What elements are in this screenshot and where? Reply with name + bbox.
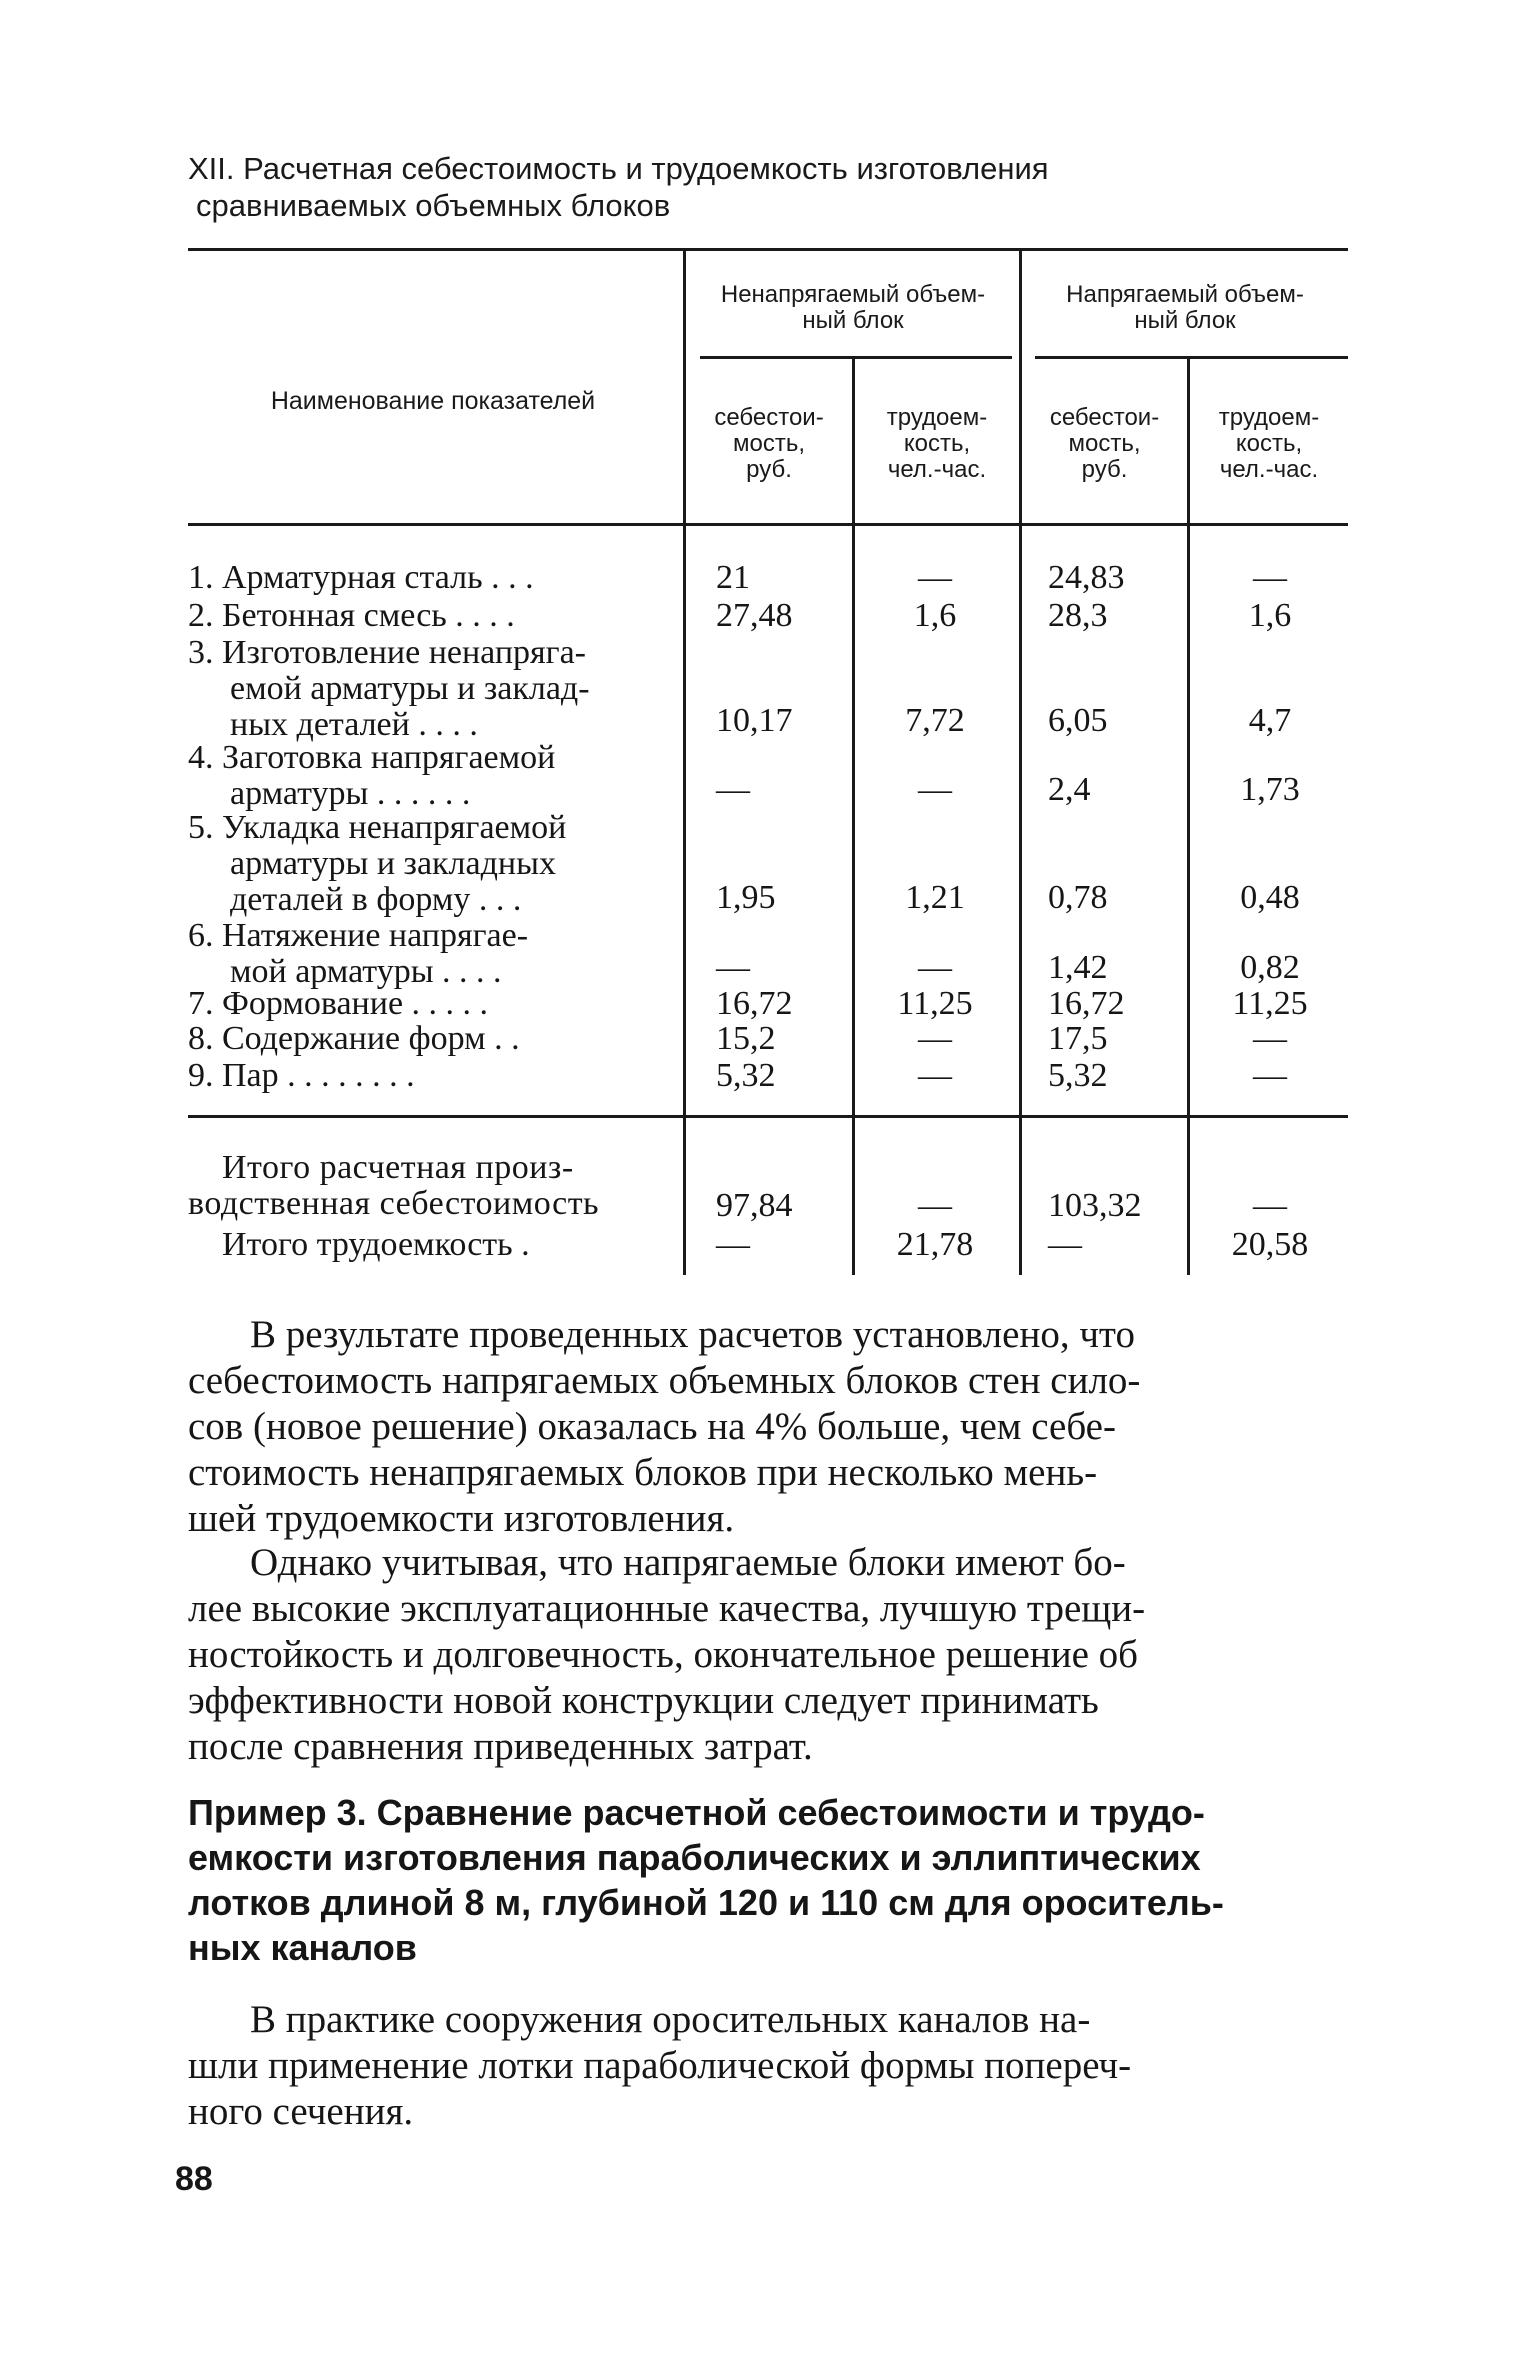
cost-header	[1022, 405, 1187, 483]
caption-line: сравниваемых объемных блоков	[196, 188, 671, 223]
text-line: сов (новое решение) оказалась на 4% больше, чем себе-	[188, 1405, 1116, 1448]
text-line: шли применение лотки параболической формы попереч-	[188, 2044, 1132, 2087]
table-cell: 24,83	[1048, 559, 1125, 596]
row-label-line: 3. Изготовление ненапряга-	[188, 634, 587, 671]
table-cell: 0,82	[1240, 949, 1300, 986]
heading-line: Пример 3. Сравнение расчетной себестоимости и трудо-	[188, 1792, 1205, 1833]
table-cell: 0,48	[1240, 879, 1300, 916]
table-cell: 1,95	[716, 879, 776, 916]
table-cell: 103,32	[1048, 1187, 1142, 1224]
table-cell: 27,48	[716, 597, 793, 634]
text-line: себестоимость напрягаемых объемных блоков стен сило-	[188, 1359, 1141, 1402]
totals-cost-label	[188, 1150, 663, 1222]
row-label-line: 4. Заготовка напрягаемой	[188, 739, 556, 776]
table-cell: 17,5	[1048, 1020, 1108, 1057]
heading-line: лотков длиной 8 м, глубиной 120 и 110 см для ороситель-	[188, 1882, 1224, 1923]
table-cell: 15,2	[716, 1020, 776, 1057]
table-row-label	[188, 918, 663, 990]
header-text: трудоем-	[886, 404, 988, 431]
table-cell: 1,42	[1048, 949, 1108, 986]
header-text: мость,	[1068, 430, 1141, 457]
table-row-label	[188, 598, 663, 634]
header-text: себестои-	[714, 404, 824, 431]
table-cell: —	[918, 949, 952, 986]
table-cell: 21	[716, 559, 750, 596]
table-row-label	[188, 740, 663, 812]
text-line: шей трудоемкости изготовления.	[188, 1497, 735, 1540]
heading-line: ных каналов	[188, 1927, 417, 1968]
header-text: себестои-	[1049, 404, 1160, 431]
group-rule	[700, 356, 1012, 359]
group-header-prestressed	[1022, 282, 1348, 334]
table-cell: 2,4	[1048, 771, 1091, 808]
table-cell: —	[1253, 1020, 1287, 1057]
table-cell: 1,21	[905, 879, 965, 916]
header-text: чел.-час.	[1219, 456, 1319, 483]
table-row-label	[188, 810, 663, 918]
row-label-line: 8. Содержание форм . .	[188, 1020, 520, 1057]
table-cell: 5,32	[716, 1057, 776, 1094]
table-row-label	[188, 1058, 663, 1094]
header-text: руб.	[1081, 456, 1128, 483]
table-cell: 97,84	[716, 1187, 793, 1224]
text-line: стоимость ненапрягаемых блоков при несколько мень-	[188, 1451, 1098, 1494]
column-rule	[1187, 358, 1190, 1275]
paragraph	[188, 1540, 1348, 1770]
row-label-line: Итого трудоемкость .	[222, 1226, 530, 1263]
heading-line: емкости изготовления параболических и эллиптических	[188, 1837, 1201, 1878]
totals-labor-label	[188, 1227, 663, 1263]
row-label-line: 9. Пар . . . . . . . .	[188, 1057, 415, 1094]
table-cell: 6,05	[1048, 702, 1108, 739]
text-line: В результате проведенных расчетов установлено, что	[250, 1313, 1135, 1356]
row-label-line: мой арматуры . . . .	[230, 953, 502, 990]
text-line: Однако учитывая, что напрягаемые блоки имеют бо-	[250, 1541, 1126, 1584]
row-label-line: арматуры и закладных	[230, 845, 556, 882]
row-label-line: ных деталей . . . .	[230, 706, 478, 743]
table-cell: 11,25	[897, 985, 973, 1022]
paragraph	[188, 1312, 1348, 1542]
column-rule	[1019, 250, 1022, 1275]
table-cell: —	[918, 1187, 952, 1224]
row-label-line: 7. Формование . . . . .	[188, 985, 489, 1022]
table-row-label	[188, 1021, 663, 1057]
table-cell: 28,3	[1048, 597, 1108, 634]
column-rule	[683, 250, 686, 1275]
table-cell: —	[918, 1057, 952, 1094]
table-cell: 1,6	[1248, 597, 1292, 634]
header-text: кость,	[903, 430, 971, 457]
table-cell: —	[1253, 1187, 1287, 1224]
table-cell: —	[1048, 1226, 1082, 1263]
row-label-line: деталей в форму . . .	[230, 881, 522, 918]
page-number: 88	[175, 2160, 213, 2198]
table-cell: 5,32	[1048, 1057, 1108, 1094]
table-row-label	[188, 560, 663, 596]
table-cell: 11,25	[1232, 985, 1308, 1022]
text-line: эффективности новой конструкции следует принимать	[188, 1679, 1099, 1722]
table-row-label	[188, 635, 663, 743]
table-cell: 4,7	[1248, 702, 1292, 739]
header-text: руб.	[746, 456, 792, 483]
header-text: Наименование показателей	[270, 387, 596, 415]
caption-line: XII. Расчетная себестоимость и трудоемкость изготовления	[188, 151, 1049, 186]
table-cell: —	[918, 771, 952, 808]
text-line: после сравнения приведенных затрат.	[188, 1725, 813, 1768]
row-label-line: Итого расчетная произ-	[222, 1149, 574, 1186]
table-row-label	[188, 986, 663, 1022]
row-label-line: 1. Арматурная сталь . . .	[188, 559, 534, 596]
table-cell: 7,72	[905, 702, 965, 739]
table-cell: 0,78	[1048, 879, 1108, 916]
row-label-line: 5. Укладка ненапрягаемой	[188, 809, 567, 846]
table-cell: 1,73	[1240, 771, 1300, 808]
row-label-line: водственная себестоимость	[188, 1185, 600, 1222]
row-label-line: 2. Бетонная смесь . . . .	[188, 597, 515, 634]
table-cell: 20,58	[1231, 1226, 1309, 1263]
header-text: Напрягаемый объем-	[1066, 281, 1304, 308]
table-cell: —	[1253, 559, 1287, 596]
table-cell: 1,6	[913, 597, 957, 634]
text-line: ностойкость и долговечность, окончательное решение об	[188, 1633, 1138, 1676]
table-cell: —	[1253, 1057, 1287, 1094]
labor-header	[1190, 405, 1348, 483]
table-cell: 16,72	[1048, 985, 1125, 1022]
section-heading	[188, 1790, 1348, 1970]
header-text: кость,	[1235, 430, 1303, 457]
table-cell: —	[716, 949, 750, 986]
row-label-line: емой арматуры и заклад-	[230, 670, 590, 707]
cost-header	[686, 405, 852, 483]
table-cell: —	[716, 771, 750, 808]
header-bottom-rule	[188, 523, 1348, 526]
row-label-line: 6. Натяжение напрягае-	[188, 917, 529, 954]
header-text: чел.-час.	[887, 456, 987, 483]
text-line: лее высокие эксплуатационные качества, лучшую трещи-	[188, 1587, 1146, 1630]
header-text: ный блок	[1134, 307, 1236, 334]
header-text: ный блок	[802, 307, 904, 334]
table-cell: 10,17	[716, 702, 793, 739]
paragraph	[188, 1997, 1348, 2135]
text-line: В практике сооружения оросительных каналов на-	[250, 1998, 1091, 2041]
header-text: Ненапрягаемый объем-	[720, 281, 986, 308]
header-text: мость,	[732, 430, 805, 457]
group-header-nonprestressed	[686, 282, 1020, 334]
table-cell: 16,72	[716, 985, 793, 1022]
text-line: ного сечения.	[188, 2090, 414, 2133]
row-label-line: арматуры . . . . . .	[230, 775, 471, 812]
table-cell: —	[716, 1226, 750, 1263]
table-top-rule	[188, 248, 1348, 251]
totals-top-rule	[188, 1115, 1348, 1118]
group-rule	[1035, 356, 1348, 359]
labor-header	[855, 405, 1019, 483]
column-rule	[852, 358, 855, 1275]
table-cell: —	[918, 559, 952, 596]
indicator-name-header	[188, 388, 678, 414]
header-text: трудоем-	[1218, 404, 1320, 431]
table-cell: —	[918, 1020, 952, 1057]
table-cell: 21,78	[896, 1226, 974, 1263]
